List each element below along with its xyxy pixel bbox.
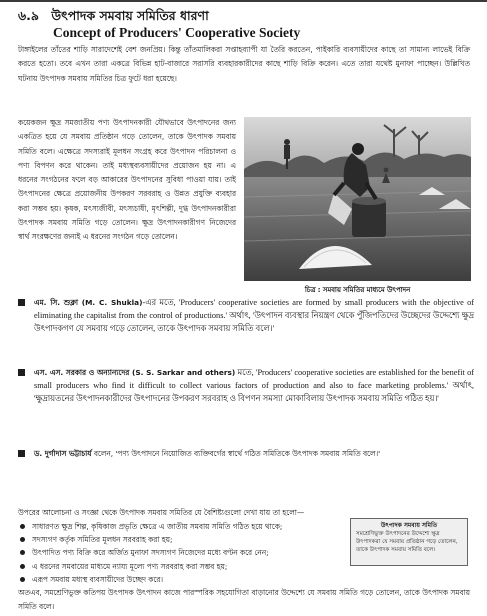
definition-author: এম. সি. শুক্লা (M. C. Shukla) [34, 298, 143, 307]
definition-text: বলেন, 'পণ্য উৎপাদনে নিয়োজিত ব্যক্তিবর্গের স্বার্থে গঠিত সমিতিকে উৎপাদক সমবায় সমিতি বলে।' [91, 449, 381, 458]
section-heading [18, 8, 458, 41]
square-bullet-icon [18, 299, 25, 306]
square-bullet-icon [18, 369, 25, 376]
definition-author: ড. দুর্গাদাস ভট্টাচার্য [34, 449, 92, 458]
feature-item: সাধারণত ক্ষুদ্র শিল্প, কৃষিকাজ প্রভৃতি ক্ষেত্রে এ জাতীয় সমবায় সমিতি গঠিত হয়ে থাকে; [18, 520, 470, 533]
conclusion-paragraph: অতএব, সমশ্রেণিভুক্ত কতিপয় উৎপাদক উৎপাদন কাজে পারস্পরিক সহযোগিতা বাড়ানোর উদ্দেশ্যে যে সমবায় সমিতি গড়ে তোলেন, তাকে উৎপাদক সমবায় সমিতি বলে। [18, 588, 470, 611]
definition-sidebox [350, 518, 468, 566]
definition-text: -এর মতে, 'Producers' cooperative societies are formed by small producers with the objective of eliminating the capitalist from the control of productions.' অর্থাৎ, 'উৎপাদন ব্যবস্থার নিয়ন্ত্রণ থেকে পুঁজিপতিদের উচ্ছেদের উদ্দেশ্যে ক্ষুদ্র উৎপাদকগণ যে সমবায় গড়ে তোলেন, তাকে উৎপাদক সমবায় সমিতি বলে।' [34, 298, 474, 333]
features-intro: উপরের আলোচনা ও সংজ্ঞা থেকে উৎপাদক সমবায় সমিতির যে বৈশিষ্ট্যগুলো দেখা যায় তা হলো— [18, 508, 305, 517]
definition-author: এস. এস. সরকার ও অন্যান্যদের (S. S. Sarkar and others) [34, 368, 236, 377]
feature-item: উৎপাদিত পণ্য বিক্রি করে অর্জিত মুনাফা সদস্যগণ নিজেদের মধ্যে বণ্টন করে নেন; [18, 546, 470, 559]
section-title-bengali: উৎপাদক সমবায় সমিতির ধারণা [51, 8, 209, 23]
feature-item: এ ধরনের সমবায়ের মাধ্যমে ন্যায্য মূল্যে পণ্য সরবরাহ করা সম্ভব হয়; [18, 560, 470, 573]
definition-text: মতে, 'Producers' cooperative societies are established for the benefit of small producers who find it difficult to collect various factors of production and also to face marketing problems.' অর্থাৎ, 'ক্ষুদ্রায়তনের উৎপাদনকারীদের উৎপাদনের উপকরণ সরবরাহ ও বিপণন সমস্যা মোকাবিলায় উৎপাদক সমবায় সমিতি গঠিত হয়।' [34, 368, 474, 403]
feature-item: এরূপ সমবায় মধ্যস্থ ব্যবসায়ীদের উচ্ছেদ করে। [18, 573, 470, 586]
intro-paragraph: টাঙ্গাইলের তাঁতের শাড়ি সারাদেশেই বেশ জনপ্রিয়। কিন্তু তাঁতমালিকরা সপ্তাহব্যাপী যা তৈরি করতেন, পাইকারি ব্যবসায়ীদের কাছে তা সামান্য লাভেই বিক্রি করতে হতো। তবে এখন তারা একত্রে বিভিন্ন হাট-বাজারে সরাসরি ব্যবহারকারীদের কাছে শাড়ি বিক্রি করেন। এতে তারা যথেষ্ট মুনাফা পাচ্ছেন। উল্লিখিত ঘটনায় উৎপাদক সমবায় সমিতির চিত্র ফুটে ধরা হয়েছে। [18, 45, 470, 83]
salt-field-image [244, 117, 471, 281]
main-paragraph: কয়েকজন ক্ষুদ্র সমজাতীয় পণ্য উৎপাদনকারী যৌথভাবে উৎপাদনের জন্য একত্রিত হয়ে যে সমবায় প্রতিষ্ঠান গড়ে তোলেন, তাকে উৎপাদক সমবায় সমিতি বলে। এক্ষেত্রে সদস্যরাই মূলধন সংগ্রহ করে উৎপাদন পরিচালনা ও পণ্য বিপণন করে থাকেন। তাই মধ্যস্থব্যবসায়ীদের প্রয়োজন হয় না। এ ধরনের সংগঠনের ফলে বড় আকারের উৎপাদনের সুবিধা পাওয়া যায়। তাই উৎপাদনের ক্ষেত্রে প্রয়োজনীয় উপকরণ সরবরাহ ও উন্নত প্রযুক্তি ব্যবহার করা সম্ভব হয়। কৃষক, মৎস্যজীবী, মৎস্যচাষী, মৃৎশিল্পী, দুগ্ধ উৎপাদনকারীরা উৎপাদক সমবায় সমিতি গড়ে তোলেন। ক্ষুদ্র উৎপাদনকারীগণ নিজেদের স্বার্থ সংরক্ষণের জন্যই এ ধরনের সংগঠন গড়ে তোলেন। [18, 118, 236, 242]
cooperative-production-photo [244, 117, 471, 281]
sidebox-title: উৎপাদক সমবায় সমিতি [380, 522, 438, 529]
definition-shukla [18, 296, 474, 335]
feature-item: সদস্যগণ কর্তৃক সমিতির মূলধন সরবরাহ করা হয়; [18, 533, 470, 546]
definition-bhattacharya [18, 447, 474, 460]
sidebox-text: সমশ্রেণিভুক্ত উৎপাদনের উদ্দেশ্যে ক্ষুদ্র উৎপাদকরা যে সমবায় প্রতিষ্ঠান গড়ে তোলেন, তাকে উৎপাদক সমবায় সমিতি বলে। [356, 531, 458, 553]
section-title-english: Concept of Producers' Cooperative Society [53, 25, 301, 40]
top-rule [0, 0, 487, 2]
definition-sarkar [18, 366, 474, 405]
section-number: ৬.৯ [18, 8, 39, 23]
figure-caption: চিত্র : সমবায় সমিতির মাধ্যমে উৎপাদন [304, 286, 411, 294]
square-bullet-icon [18, 450, 25, 457]
